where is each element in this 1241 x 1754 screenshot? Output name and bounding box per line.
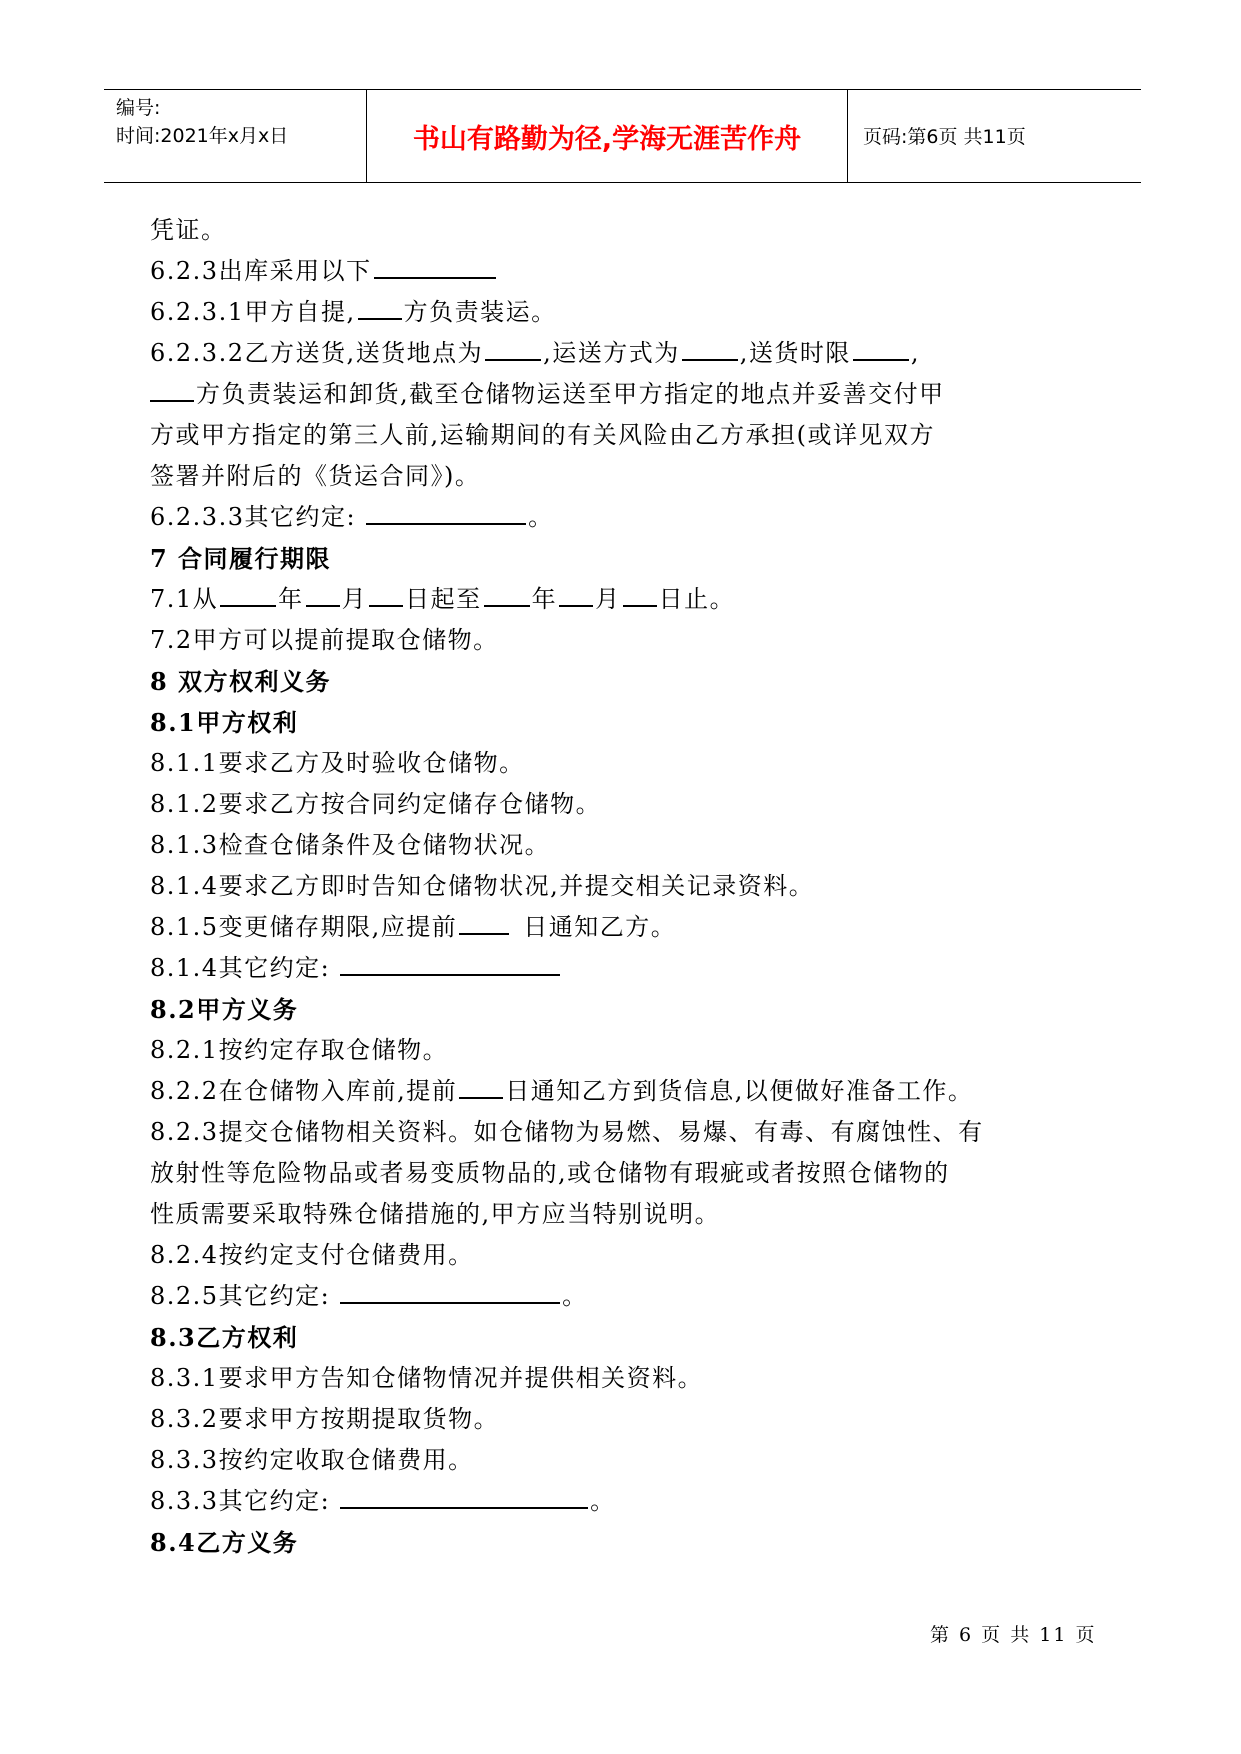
document-time-label: 时间:2021年x月x日 <box>116 125 289 147</box>
blank-line <box>306 579 340 607</box>
header-right-cell <box>849 90 1141 182</box>
blank-line <box>374 251 496 279</box>
blank-line <box>623 579 657 607</box>
paragraph-line: 8.1.5变更储存期限,应提前 日通知乙方。 <box>150 907 676 948</box>
paragraph-line: 7.2甲方可以提前提取仓储物。 <box>150 626 499 654</box>
paragraph-line: 签署并附后的《货运合同》)。 <box>150 462 481 490</box>
section-heading: 8 双方权利义务 <box>150 667 332 696</box>
paragraph-line: 8.3.2要求甲方按期提取货物。 <box>150 1405 500 1433</box>
section-heading: 7 合同履行期限 <box>150 544 332 573</box>
header-center-cell <box>367 90 848 182</box>
blank-line <box>682 333 738 361</box>
subsection-heading: 8.1甲方权利 <box>150 708 299 737</box>
paragraph-line: 8.3.1要求甲方告知仓储物情况并提供相关资料。 <box>150 1364 704 1392</box>
blank-line <box>220 579 276 607</box>
paragraph-line: 放射性等危险物品或者易变质物品的,或仓储物有瑕疵或者按照仓储物的 <box>150 1159 950 1187</box>
header-motto: 书山有路勤为径,学海无涯苦作舟 <box>412 124 802 155</box>
paragraph-line: 8.2.3提交仓储物相关资料。如仓储物为易燃、易爆、有毒、有腐蚀性、有 <box>150 1118 984 1146</box>
paragraph-line: 8.1.1要求乙方及时验收仓储物。 <box>150 749 525 777</box>
subsection-heading: 8.4乙方义务 <box>150 1528 299 1557</box>
blank-line <box>150 374 194 402</box>
paragraph-line: 6.2.3出库采用以下 <box>150 251 498 292</box>
paragraph-line: 8.1.4其它约定: <box>150 948 562 989</box>
blank-line <box>340 948 560 976</box>
paragraph-line: 8.2.2在仓储物入库前,提前 日通知乙方到货信息,以便做好准备工作。 <box>150 1071 973 1112</box>
header-page-label: 页码:第6页 共11页 <box>863 126 1026 148</box>
paragraph-line: 性质需要采取特殊仓储措施的,甲方应当特别说明。 <box>150 1200 721 1228</box>
paragraph-line: 凭证。 <box>150 216 227 244</box>
paragraph-line: 6.2.3.1甲方自提, 方负责装运。 <box>150 292 557 333</box>
paragraph-line: 8.2.1按约定存取仓储物。 <box>150 1036 449 1064</box>
paragraph-line: 6.2.3.2乙方送货,送货地点为 ,运送方式为 ,送货时限 , <box>150 333 920 374</box>
subsection-heading: 8.3乙方权利 <box>150 1323 299 1352</box>
document-number-label: 编号: <box>116 97 161 119</box>
paragraph-line: 8.2.4按约定支付仓储费用。 <box>150 1241 474 1269</box>
blank-line <box>369 579 403 607</box>
blank-line <box>484 579 530 607</box>
page-footer: 第 6 页 共 11 页 <box>930 1624 1097 1646</box>
blank-line <box>459 1071 503 1099</box>
paragraph-line: 7.1从 年 月 日起至 年 月 日止。 <box>150 579 735 620</box>
page-header <box>104 89 1141 183</box>
blank-line <box>340 1481 588 1509</box>
paragraph-line: 8.2.5其它约定: 。 <box>150 1276 588 1317</box>
paragraph-line: 8.1.2要求乙方按合同约定储存仓储物。 <box>150 790 602 818</box>
subsection-heading: 8.2甲方义务 <box>150 995 299 1024</box>
paragraph-line: 6.2.3.3其它约定: 。 <box>150 497 554 538</box>
blank-line <box>853 333 909 361</box>
paragraph-line: 8.3.3按约定收取仓储费用。 <box>150 1446 474 1474</box>
blank-line <box>485 333 541 361</box>
paragraph-line: 8.1.4要求乙方即时告知仓储物状况,并提交相关记录资料。 <box>150 872 815 900</box>
blank-line <box>559 579 593 607</box>
paragraph-line: 方或甲方指定的第三人前,运输期间的有关风险由乙方承担(或详见双方 <box>150 421 935 449</box>
blank-line <box>366 497 526 525</box>
blank-line <box>340 1276 560 1304</box>
blank-line <box>358 292 402 320</box>
paragraph-line: 方负责装运和卸货,截至仓储物运送至甲方指定的地点并妥善交付甲 <box>150 374 945 415</box>
blank-line <box>459 907 509 935</box>
header-left-cell <box>104 90 367 182</box>
paragraph-line: 8.1.3检查仓储条件及仓储物状况。 <box>150 831 551 859</box>
paragraph-line: 8.3.3其它约定: 。 <box>150 1481 616 1522</box>
